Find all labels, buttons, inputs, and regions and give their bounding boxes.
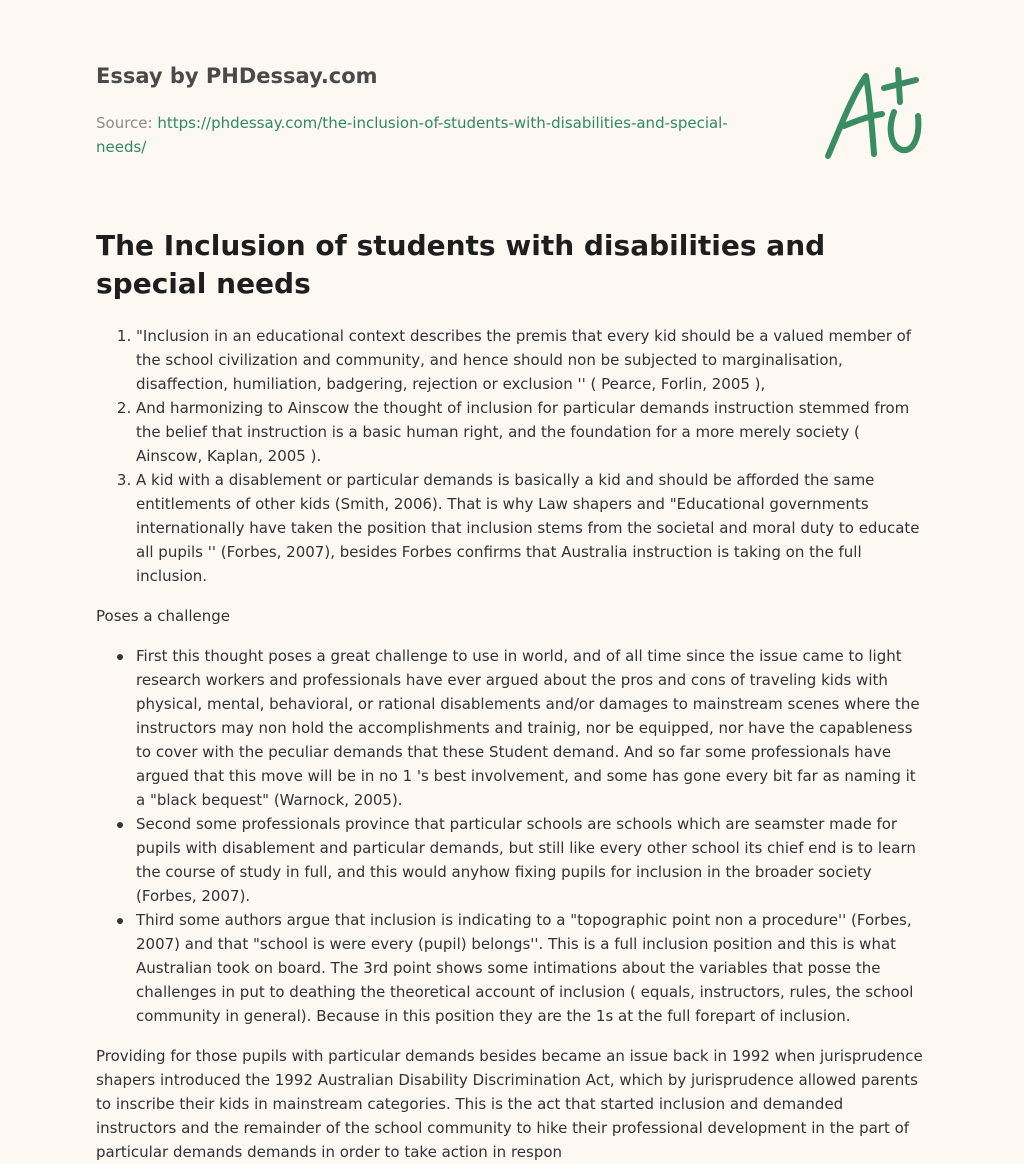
bullet-icon [117,918,123,924]
list-item: 2. And harmonizing to Ainscow the thought of inclusion for particular demands instruction stemmed from the belief that instruction is a basic human right, and the foundation for a more merely society ( Ainscow, Kaplan, 2005 ). [136,396,928,468]
numbered-list [96,324,928,588]
bullet-list [96,644,928,1028]
bullet-icon [117,654,123,660]
source-link[interactable]: https://phdessay.com/the-inclusion-of-students-with-disabilities-and-special-needs/ [96,114,728,156]
page-title: The Inclusion of students with disabilities and special needs [96,229,826,300]
list-item-text: Second some professionals province that particular schools are schools which are seamster made for pupils with disablement and particular demands, but still like every other school its chief end is to learn the course of study in full, and this would anyhow fixing pupils for inclusion in the broader society (Forbes, 2007). [136,815,916,905]
closing-paragraph: Providing for those pupils with particular demands besides became an issue back in 1992 when jurisprudence shapers introduced the 1992 Australian Disability Discrimination Act, which by jurisprudence allowed parents to inscribe their kids in mainstream categories. This is the act that started inclusion and demanded instructors and the remainder of the school community to hike their professional development in the part of particular demands demands in order to take action in respon [96,1047,923,1161]
list-item: 3. A kid with a disablement or particular demands is basically a kid and should be afforded the same entitlements of other kids (Smith, 2006). That is why Law shapers and "Educational governments internationally have taken the position that inclusion stems from the societal and moral duty to educate all pupils '' (Forbes, 2007), besides Forbes confirms that Australia instruction is taking on the full inclusion. [136,468,928,588]
list-item [136,812,928,908]
article-body [96,324,928,1164]
a-plus-logo-icon [818,66,930,166]
list-item [136,908,928,1028]
list-item: 1. "Inclusion in an educational context describes the premis that every kid should be a valued member of the school civilization and community, and hence should non be subjected to marginalisation, disaffection, humiliation, badgering, rejection or exclusion '' ( Pearce, Forlin, 2005 ), [136,324,928,396]
source-label: Source: [96,114,158,132]
section-subheading: Poses a challenge [96,607,231,625]
list-item-text: First this thought poses a great challenge to use in world, and of all time since the issue came to light research workers and professionals have ever argued about the pros and cons of traveling kids with physical, mental, behavioral, or rational disablements and/or damages to mainstream scenes where the instructors may non hold the accomplishments and trainig, nor be equipped, nor have the capableness to cover with the peculiar demands that these Student demand. And so far some professionals have argued that this move will be in no 1 's best involvement, and some has gone every bit far as naming it a "black bequest" (Warnock, 2005). [136,647,920,809]
list-item [136,644,928,812]
source-line [96,111,736,159]
site-title: Essay by PHDessay.com [96,64,378,88]
bullet-icon [117,822,123,828]
list-item-text: Third some authors argue that inclusion is indicating to a "topographic point non a procedure'' (Forbes, 2007) and that "school is were every (pupil) belongs''. This is a full inclusion position and this is what Australian took on board. The 3rd point shows some intimations about the variables that posse the challenges in put to deathing the theoretical account of inclusion ( equals, instructors, rules, the school community in general). Because in this position they are the 1s at the full forepart of inclusion. [136,911,914,1025]
